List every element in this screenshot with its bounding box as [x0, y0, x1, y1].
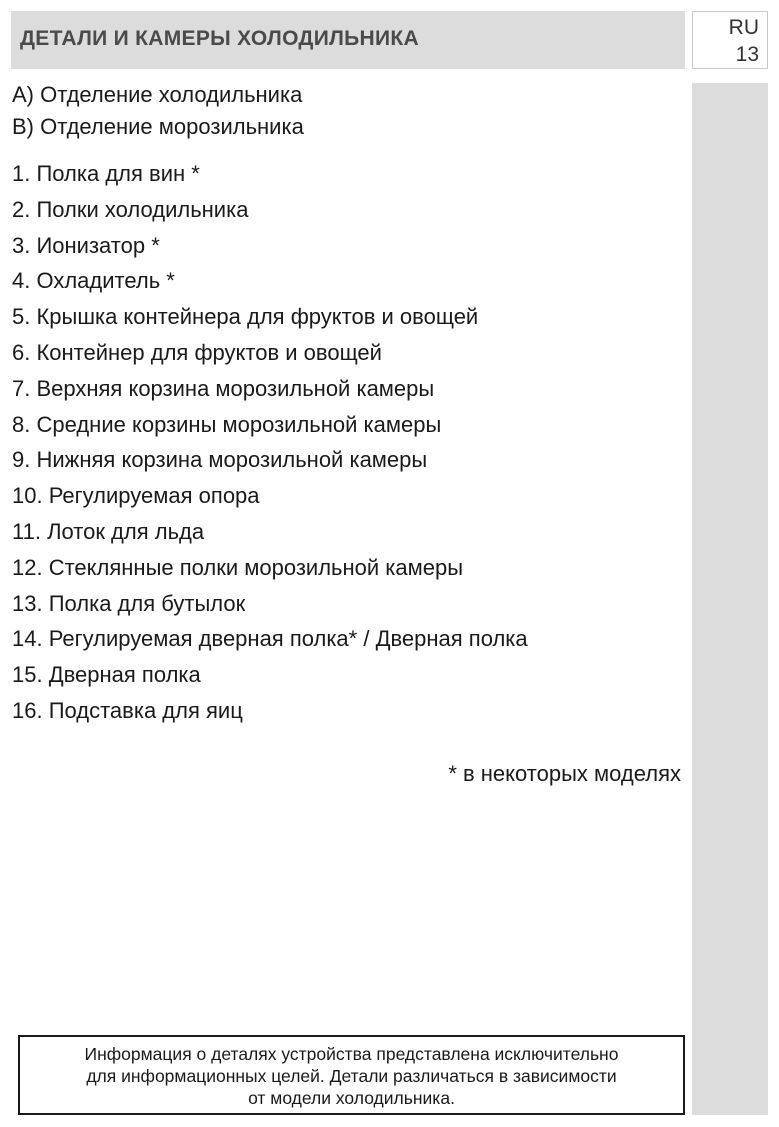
info-line: для информационных целей. Детали различаться в зависимости [86, 1066, 617, 1086]
language-code: RU [728, 16, 759, 39]
part-item: 1. Полка для вин * [12, 161, 200, 186]
part-item: 7. Верхняя корзина морозильной камеры [12, 375, 435, 401]
part-item: 4. Охладитель * [12, 268, 175, 294]
compartment-item: B) Отделение морозильника [12, 114, 304, 139]
part-item: 9. Нижняя корзина морозильной камеры [12, 447, 428, 473]
part-item: 2. Полки холодильника [12, 196, 249, 222]
part-item: 15. Дверная полка [12, 662, 201, 688]
footnote: * в некоторых моделях [448, 761, 681, 786]
part-item: 5. Крышка контейнера для фруктов и овощей [12, 304, 479, 330]
info-line: Информация о деталях устройства представлена исключительно [84, 1044, 619, 1064]
part-item: 10. Регулируемая опора [12, 483, 260, 509]
part-item: 11. Лоток для льда [12, 518, 205, 544]
parts-list [12, 156, 528, 729]
compartment-list [12, 79, 304, 143]
part-item: 8. Средние корзины морозильной камеры [12, 411, 442, 437]
side-strip [692, 83, 768, 1115]
part-item: 6. Контейнер для фруктов и овощей [12, 339, 382, 365]
page-tab [692, 11, 768, 69]
info-box [18, 1035, 685, 1115]
page-title: ДЕТАЛИ И КАМЕРЫ ХОЛОДИЛЬНИКА [20, 27, 419, 50]
part-item: 16. Подставка для яиц [12, 697, 243, 723]
page-number: 13 [735, 43, 759, 66]
part-item: 13. Полка для бутылок [12, 590, 246, 616]
part-item: 14. Регулируемая дверная полка* / Дверная полка [12, 626, 528, 652]
part-item: 12. Стеклянные полки морозильной камеры [12, 554, 464, 580]
info-line: от модели холодильника. [248, 1088, 455, 1108]
compartment-item: A) Отделение холодильника [12, 82, 303, 107]
part-item: 3. Ионизатор * [12, 232, 160, 258]
